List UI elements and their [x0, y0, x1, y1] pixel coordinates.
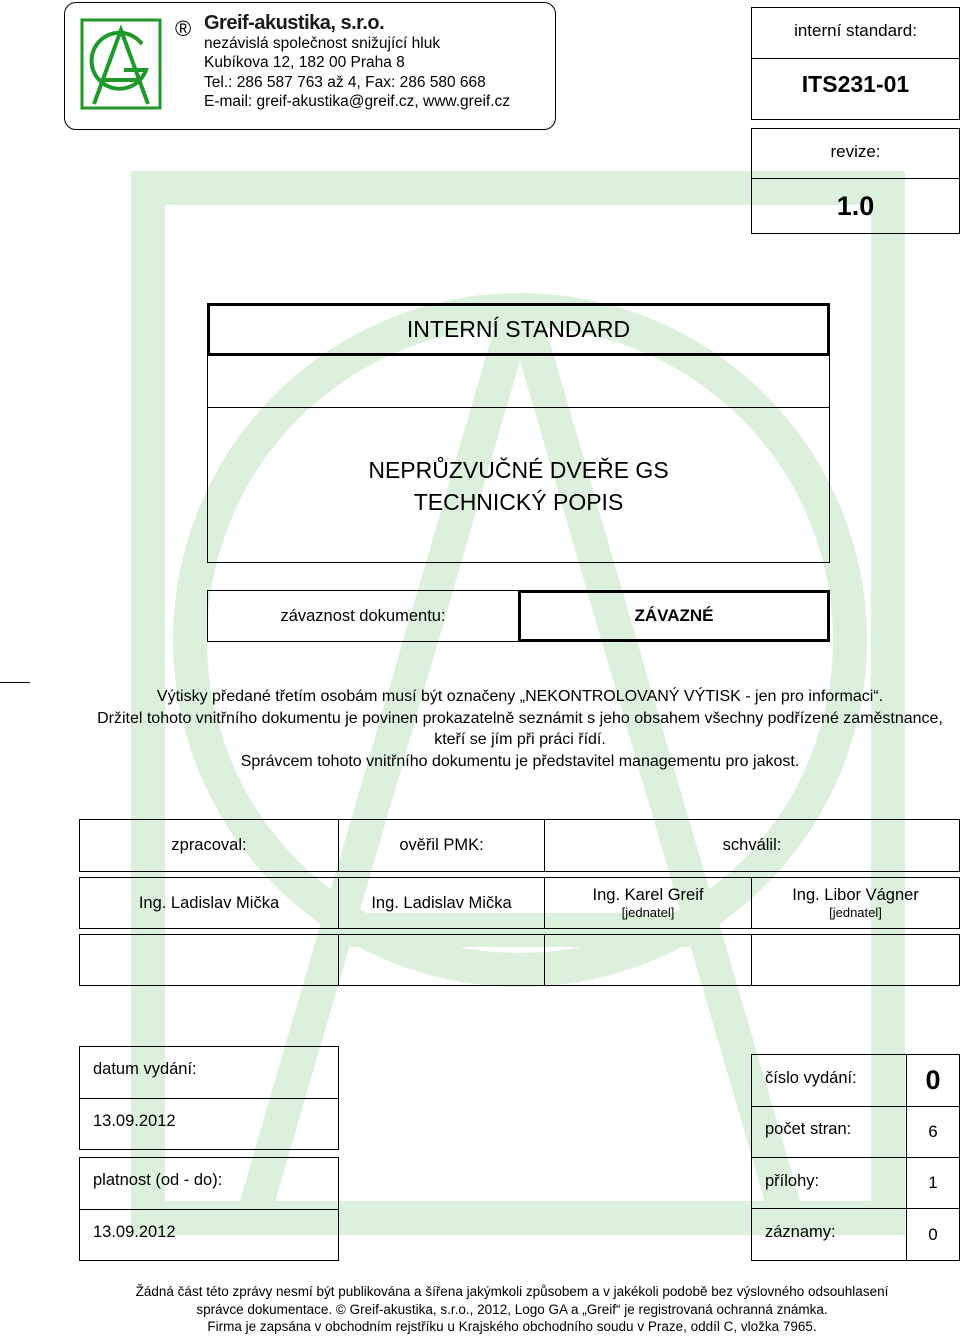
divider [751, 178, 960, 179]
company-logo-icon [80, 18, 162, 110]
company-info [204, 14, 510, 112]
approved-label: schválil: [544, 819, 960, 872]
document-subtitle [207, 454, 830, 518]
revision-label: revize: [830, 142, 881, 161]
title-spacer [207, 356, 830, 408]
pages-label: počet stran: [765, 1120, 852, 1138]
issue-no-label: číslo vydání: [765, 1069, 857, 1087]
prepared-name: Ing. Ladislav Mička [79, 877, 339, 929]
notice-line-1: Výtisky předané třetím osobám musí být označeny „NEKONTROLOVANÝ VÝTISK - jen pro informaci“. [156, 688, 884, 705]
distribution-notice [80, 686, 960, 772]
divider [751, 58, 960, 59]
verified-label: ověřil PMK: [338, 819, 545, 872]
footer-line-2: správce dokumentace. © Greif-akustika, s.r.o., 2012, Logo GA a „Greif“ je registrovaná ochranná známka. [196, 1301, 828, 1317]
footer-line-1: Žádná část této zprávy nesmí být publikována a šířena jakýmkoli způsobem a v jakékoli podobě bez výslovného odsouhlasení [135, 1284, 889, 1299]
verified-name: Ing. Ladislav Mička [338, 877, 545, 929]
signature-cell [338, 934, 545, 986]
legal-footer [64, 1283, 960, 1336]
registered-mark: ® [175, 16, 192, 41]
issue-no-value: 0 [906, 1054, 960, 1107]
approver-1-name: Ing. Karel Greif [592, 886, 704, 904]
approver-1-role: [jednatel] [621, 905, 675, 920]
records-label: záznamy: [765, 1223, 836, 1241]
company-email: E-mail: greif-akustika@greif.cz, www.greif.cz [204, 93, 511, 110]
approver-2-role: [jednatel] [829, 905, 882, 920]
notice-line-2: Držitel tohoto vnitřního dokumentu je povinen prokazatelně seznámit s jeho obsahem všechny podřízené zaměstnance, kteří se jím při práci řídí. [97, 709, 943, 748]
validity-value: 13.09.2012 [93, 1223, 176, 1241]
company-name: Greif-akustika, s.r.o. [204, 12, 385, 34]
approver-1 [544, 877, 752, 929]
approver-2 [751, 877, 960, 929]
validity-label: platnost (od - do): [93, 1171, 223, 1189]
subtitle-line-2: TECHNICKÝ POPIS [413, 489, 624, 515]
prepared-label: zpracoval: [79, 819, 339, 872]
approver-2-name: Ing. Libor Vágner [792, 886, 919, 904]
margin-mark [0, 682, 30, 683]
subtitle-line-1: NEPRŮZVUČNÉ DVEŘE GS [368, 457, 669, 483]
standard-code: ITS231-01 [801, 70, 910, 97]
signature-cell [751, 934, 960, 986]
standard-label: interní standard: [794, 21, 917, 40]
document-heading: INTERNÍ STANDARD [207, 303, 830, 356]
signature-cell [544, 934, 752, 986]
divider [79, 1098, 339, 1099]
company-tagline: nezávislá společnost snižující hluk [204, 34, 441, 52]
company-address: Kubíkova 12, 182 00 Praha 8 [204, 54, 405, 71]
bindingness-value: ZÁVAZNÉ [518, 590, 830, 642]
notice-line-3: Správcem tohoto vnitřního dokumentu je představitel managementu pro jakost. [240, 752, 800, 770]
issue-date-label: datum vydání: [93, 1060, 197, 1078]
attachments-label: přílohy: [765, 1172, 820, 1190]
bindingness-label: závaznost dokumentu: [207, 590, 519, 642]
records-value: 0 [906, 1208, 960, 1261]
divider [79, 1209, 339, 1210]
footer-line-3: Firma je zapsána v obchodním rejstříku u Krajského obchodního soudu v Praze, oddíl C, vložka 7965. [207, 1319, 817, 1334]
attachments-value: 1 [906, 1157, 960, 1209]
company-phone: Tel.: 286 587 763 až 4, Fax: 286 580 668 [204, 73, 486, 91]
issue-date-value: 13.09.2012 [93, 1112, 176, 1130]
signature-cell [79, 934, 339, 986]
revision-value: 1.0 [836, 190, 875, 221]
pages-value: 6 [906, 1106, 960, 1158]
